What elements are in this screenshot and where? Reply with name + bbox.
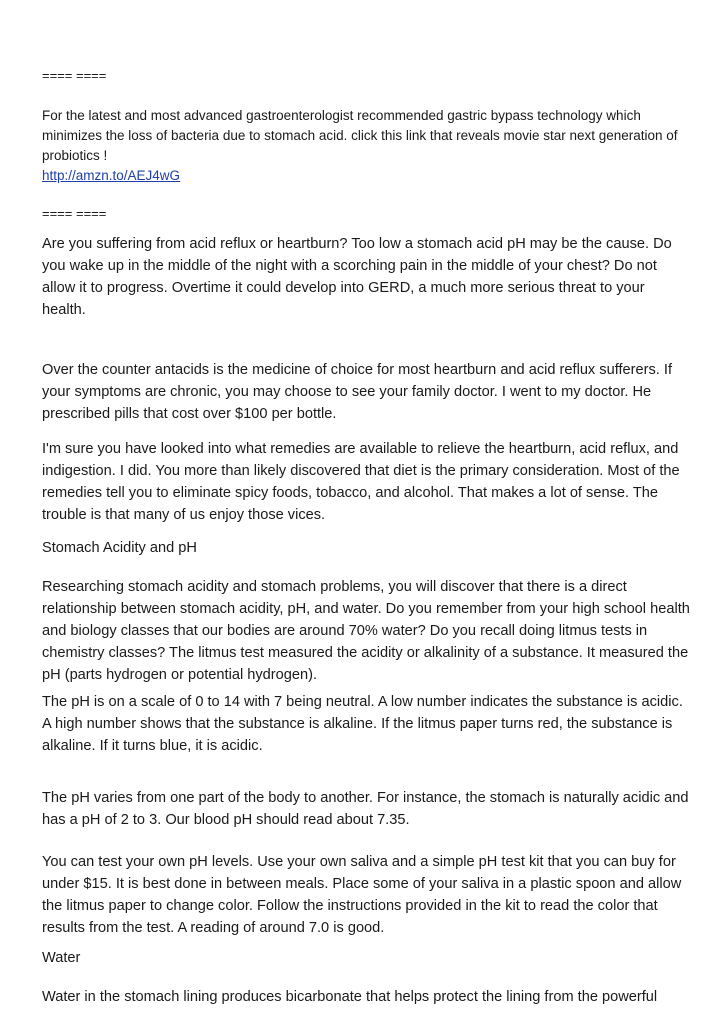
paragraph-1: Are you suffering from acid reflux or heartburn? Too low a stomach acid pH may be the cause. Do you wake up in the middle of the night with a scorching pain in the middle of your chest? Do not allow it to progress. Overtime it could develop into GERD, a much more serious threat to your health. [42,236,672,318]
paragraph-2: Over the counter antacids is the medicine of choice for most heartburn and acid reflux sufferers. If your symptoms are chronic, you may choose to see your family doctor. I went to my doctor. He prescribed pills that cost over $100 per bottle. [42,362,673,422]
section-heading-stomach-acidity: Stomach Acidity and pH [42,540,197,556]
promo-link[interactable]: http://amzn.to/AEJ4wG [42,168,181,183]
paragraph-5: The pH is on a scale of 0 to 14 with 7 being neutral. A low number indicates the substance is acidic. A high number shows that the substance is alkaline. If the litmus paper turns red, the substance is alkaline. If it turns blue, it is acidic. [42,694,683,754]
promo-block [42,106,692,186]
paragraph-7: You can test your own pH levels. Use your own saliva and a simple pH test kit that you can buy for under $15. It is best done in between meals. Place some of your saliva in a plastic spoon and allow the litmus paper to change color. Follow the instructions provided in the kit to read the color that results from the test. A reading of around 7.0 is good. [42,854,682,936]
separator-top: ==== ==== [42,68,107,83]
promo-text: For the latest and most advanced gastroenterologist recommended gastric bypass technology which minimizes the loss of bacteria due to stomach acid. click this link that reveals movie star next generation of probiotics ! [42,108,678,163]
section-heading-water: Water [42,950,81,966]
paragraph-8: Water in the stomach lining produces bicarbonate that helps protect the lining from the powerful [42,989,658,1005]
paragraph-4: Researching stomach acidity and stomach problems, you will discover that there is a direct relationship between stomach acidity, pH, and water. Do you remember from your high school health and biology classes that our bodies are around 70% water? Do you recall doing litmus tests in chemistry classes? The litmus test measured the acidity or alkalinity of a substance. It measured the pH (parts hydrogen or potential hydrogen). [42,579,690,683]
paragraph-6: The pH varies from one part of the body to another. For instance, the stomach is naturally acidic and has a pH of 2 to 3. Our blood pH should read about 7.35. [42,790,689,828]
separator-bottom: ==== ==== [42,206,107,221]
paragraph-3: I'm sure you have looked into what remedies are available to relieve the heartburn, acid reflux, and indigestion. I did. You more than likely discovered that diet is the primary consideration. Most of the remedies tell you to eliminate spicy foods, tobacco, and alcohol. That makes a lot of sense. The trouble is that many of us enjoy those vices. [42,441,680,523]
